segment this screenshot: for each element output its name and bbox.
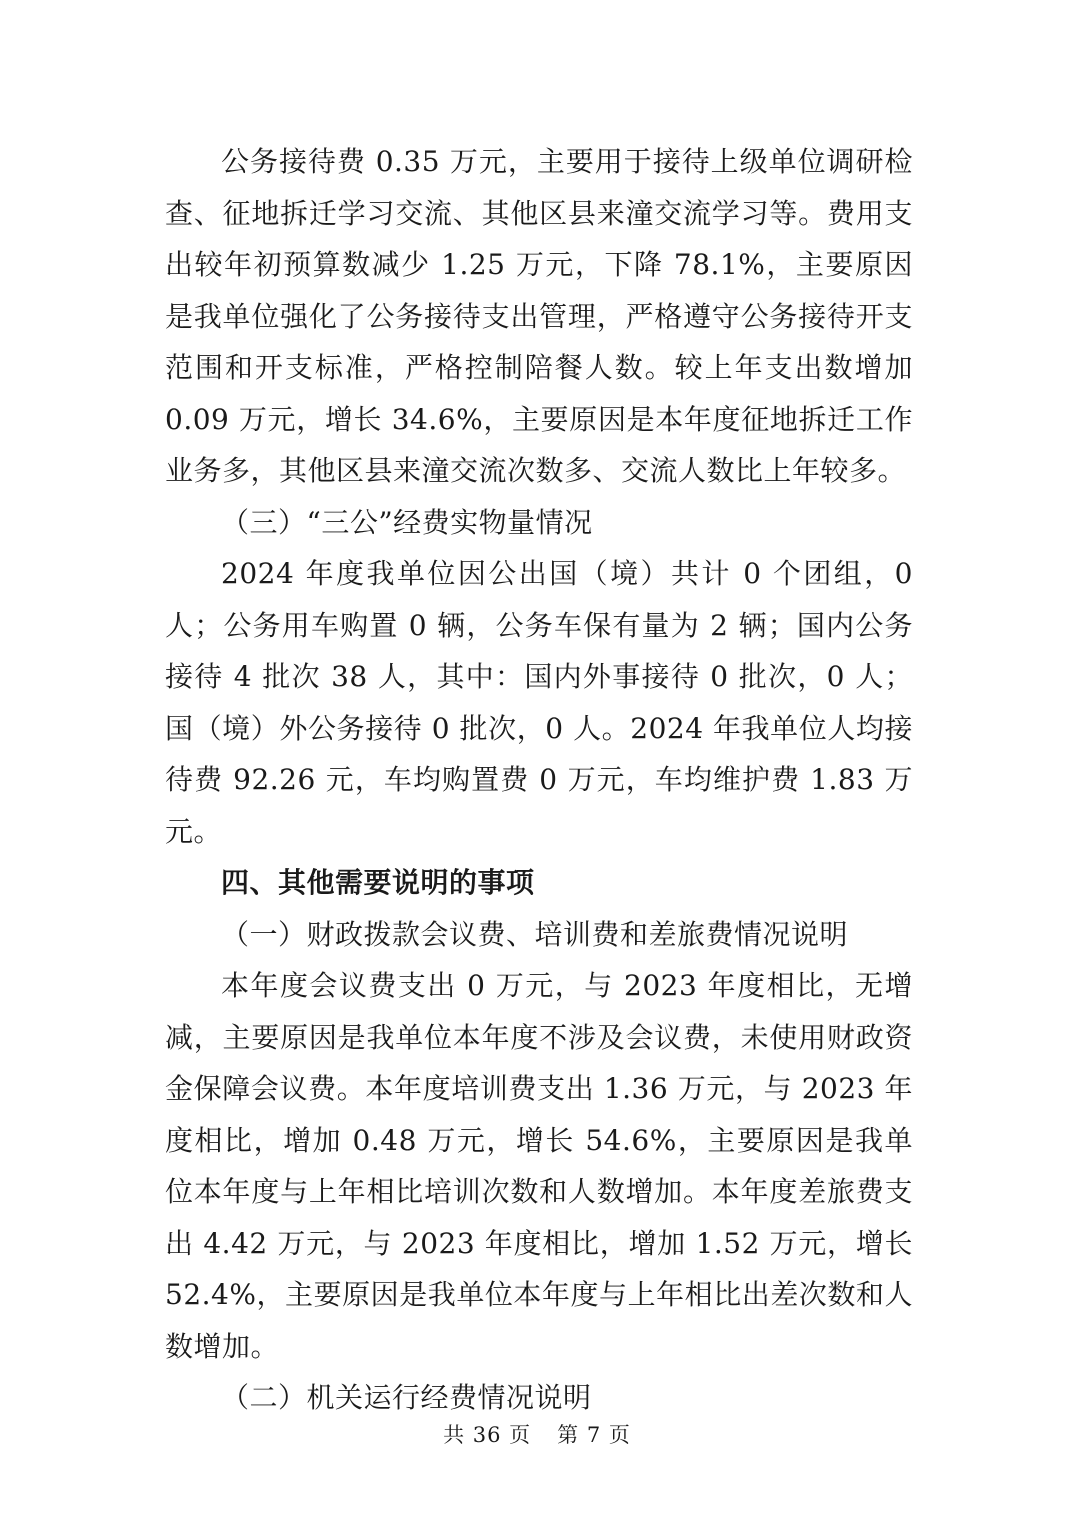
paragraph-physical-quantity: 2024 年度我单位因公出国（境）共计 0 个团组，0 人；公务用车购置 0 辆，公务车保有量为 2 辆；国内公务接待 4 批次 38 人，其中：国内外事接待 0 批次，0 人；国（境）外公务接待 0 批次，0 人。2024 年我单位人均接待费 92.26 元，车均购置费 0 万元，车均维护费 1.83 万元。: [165, 557, 913, 848]
heading-meeting-training-travel: （一）财政拨款会议费、培训费和差旅费情况说明: [221, 917, 849, 951]
total-pages: 共 36 页: [443, 1423, 532, 1447]
heading-other-matters: 四、其他需要说明的事项: [221, 866, 535, 899]
page-footer: [0, 1420, 1074, 1450]
current-page: 第 7 页: [557, 1423, 631, 1447]
document-body: [165, 136, 913, 1424]
heading-operating-expense: （二）机关运行经费情况说明: [221, 1381, 592, 1414]
paragraph-hospitality-expense: 公务接待费 0.35 万元，主要用于接待上级单位调研检查、征地拆迁学习交流、其他区县来潼交流学习等。费用支出较年初预算数减少 1.25 万元，下降 78.1%，主要原因是我单位强化了公务接待支出管理，严格遵守公务接待开支范围和开支标准，严格控制陪餐人数。较上年支出数增加 0.09 万元，增长 34.6%，主要原因是本年度征地拆迁工作业务多，其他区县来潼交流次数多、交流人数比上年较多。: [165, 145, 913, 487]
heading-three-public-physical: （三）“三公”经费实物量情况: [221, 505, 593, 539]
paragraph-meeting-training-travel: 本年度会议费支出 0 万元，与 2023 年度相比，无增减，主要原因是我单位本年度不涉及会议费，未使用财政资金保障会议费。本年度培训费支出 1.36 万元，与 2023 年度相比，增加 0.48 万元，增长 54.6%，主要原因是我单位本年度与上年相比培训次数和人数增加。本年度差旅费支出 4.42 万元，与 2023 年度相比，增加 1.52 万元，增长 52.4%，主要原因是我单位本年度与上年相比出差次数和人数增加。: [165, 969, 913, 1363]
